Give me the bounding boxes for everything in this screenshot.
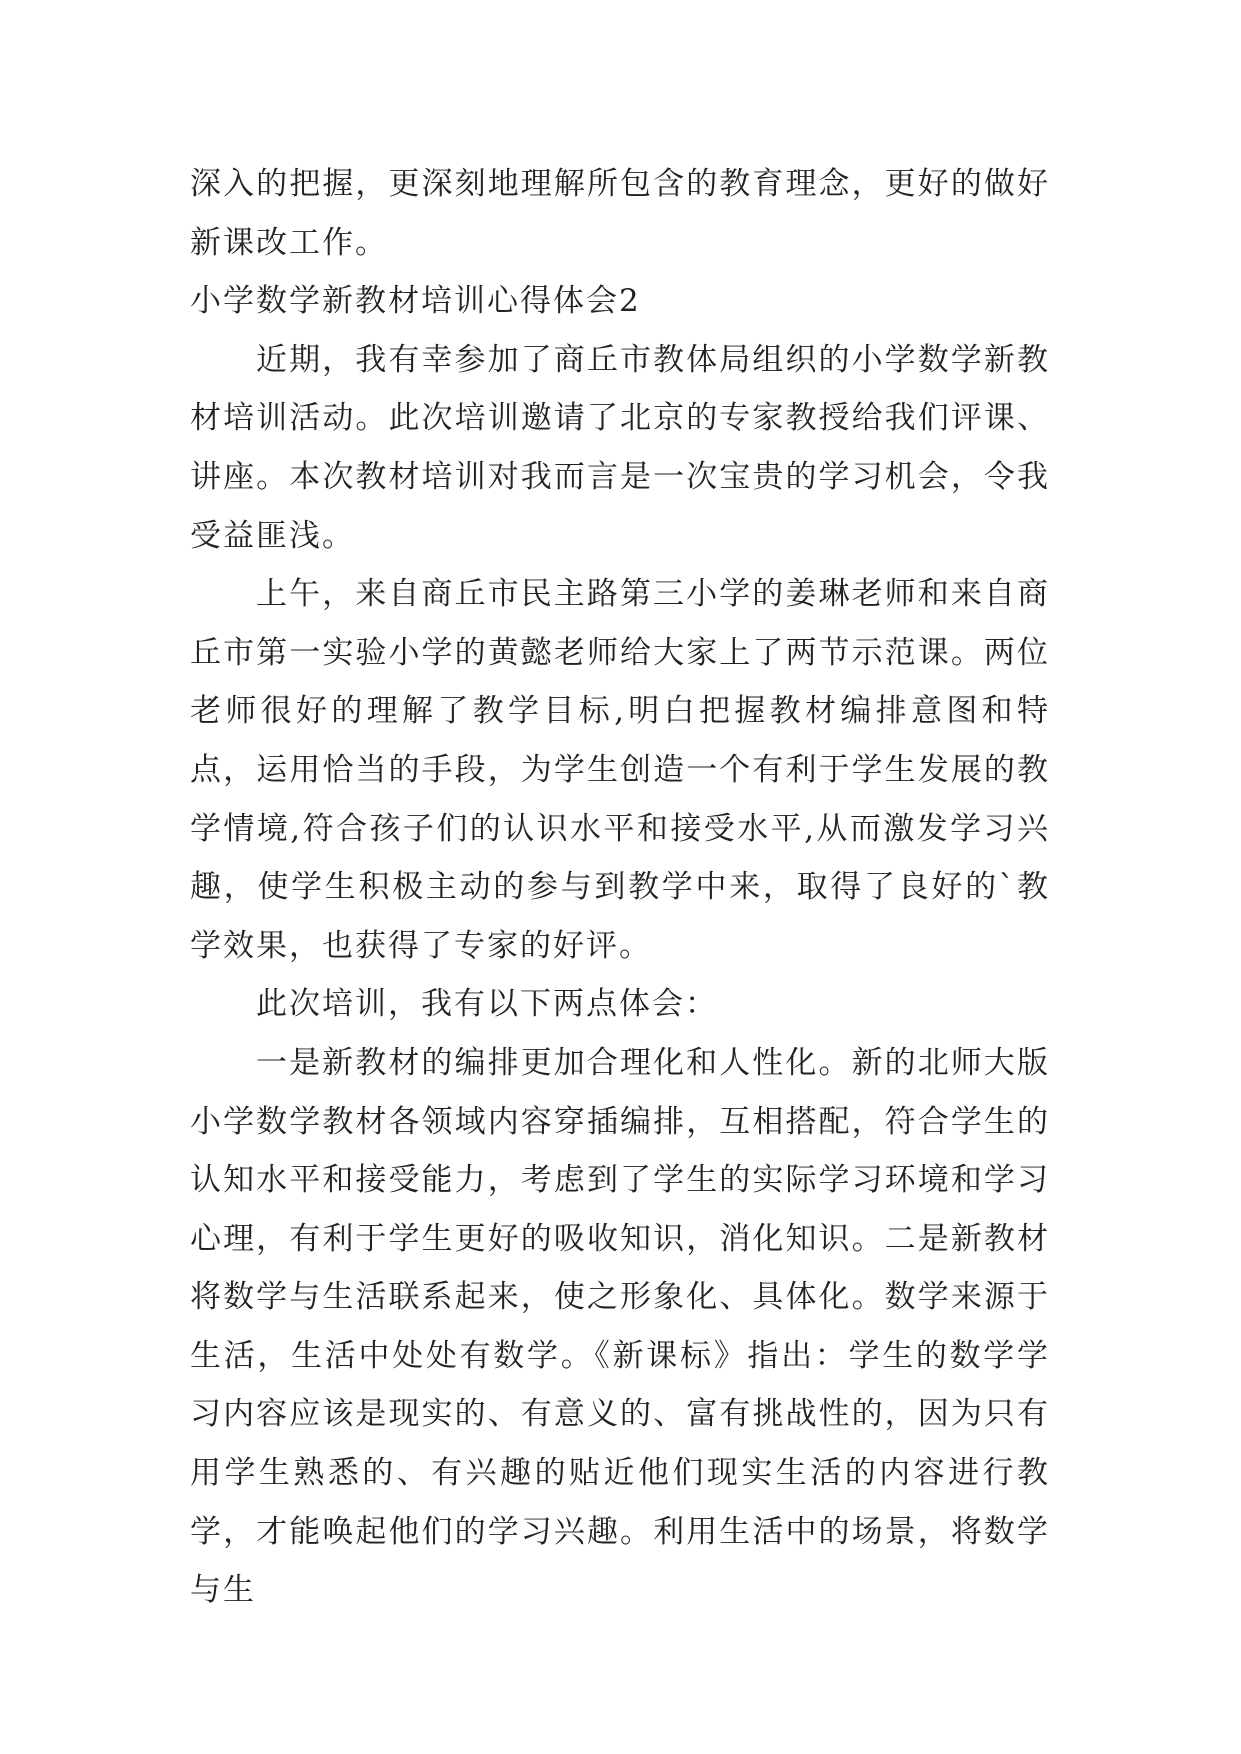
- document-body: [190, 155, 1050, 1620]
- paragraph-continuation: 深入的把握，更深刻地理解所包含的教育理念，更好的做好新课改工作。: [190, 166, 1050, 261]
- paragraph-takeaways-intro: 此次培训，我有以下两点体会：: [256, 986, 718, 1023]
- section-heading: 小学数学新教材培训心得体会2: [190, 283, 641, 320]
- paragraph-takeaways: 一是新教材的编排更加合理化和人性化。新的北师大版小学数学教材各领域内容穿插编排，互相搭配，符合学生的认知水平和接受能力，考虑到了学生的实际学习环境和学习心理，有利于学生更好的吸收知识，消化知识。二是新教材将数学与生活联系起来，使之形象化、具体化。数学来源于生活，生活中处处有数学。《新课标》指出：学生的数学学习内容应该是现实的、有意义的、富有挑战性的，因为只有用学生熟悉的、有兴趣的贴近他们现实生活的内容进行教学，才能唤起他们的学习兴趣。利用生活中的场景，将数学与生: [190, 1044, 1050, 1609]
- paragraph-demo-lessons: 上午，来自商丘市民主路第三小学的姜琳老师和来自商丘市第一实验小学的黄懿老师给大家上了两节示范课。两位老师很好的理解了教学目标,明白把握教材编排意图和特点，运用恰当的手段，为学生创造一个有利于学生发展的教学情境,符合孩子们的认识水平和接受水平,从而激发学习兴趣，使学生积极主动的参与到教学中来，取得了良好的`教学效果，也获得了专家的好评。: [190, 576, 1050, 964]
- paragraph-intro: 近期，我有幸参加了商丘市教体局组织的小学数学新教材培训活动。此次培训邀请了北京的专家教授给我们评课、讲座。本次教材培训对我而言是一次宝贵的学习机会，令我受益匪浅。: [190, 341, 1050, 554]
